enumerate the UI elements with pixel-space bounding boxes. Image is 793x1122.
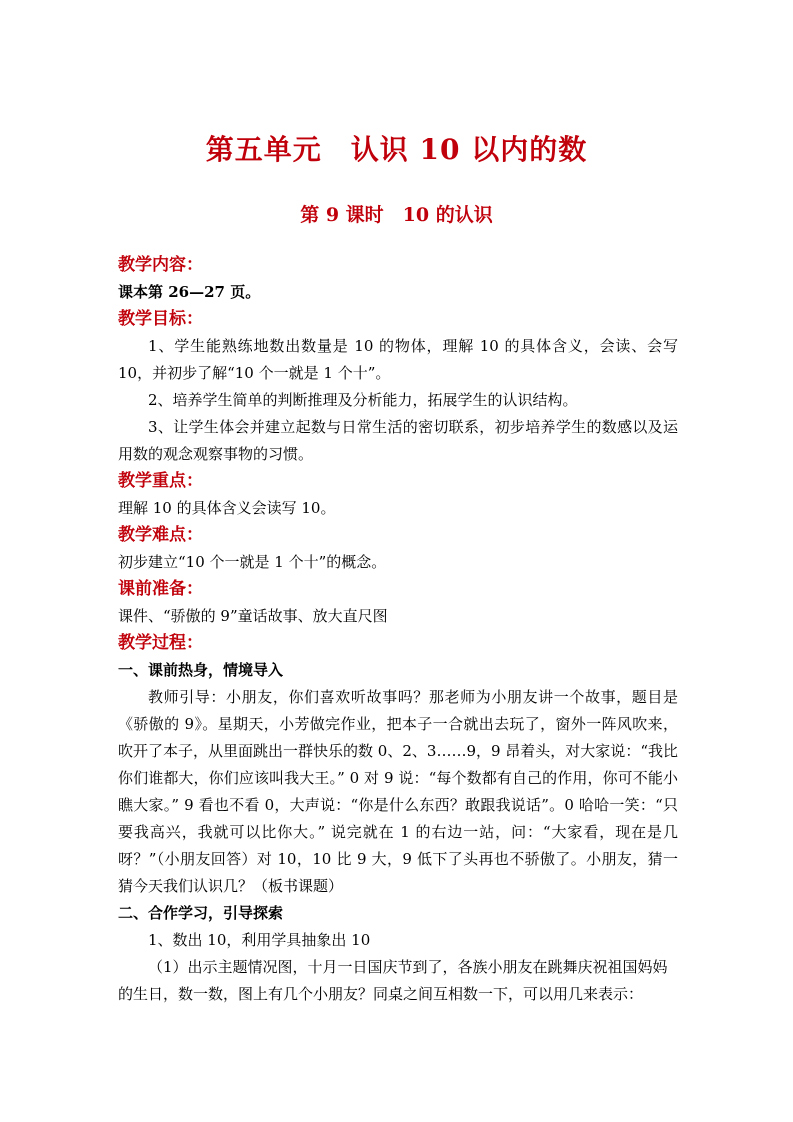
content-heading: 教学内容：: [118, 255, 203, 275]
difficulty-heading: 教学难点：: [118, 525, 203, 545]
lesson-body: [118, 252, 678, 1008]
key-point-heading: 教学重点：: [118, 471, 203, 491]
content-text: 课本第 26—27 页。: [118, 283, 261, 301]
part1-text: 教师引导：小朋友，你们喜欢听故事吗？那老师为小朋友讲一个故事，题目是《骄傲的 9》。星期天，小芳做完作业，把本子一合就出去玩了，窗外一阵风吹来，吹开了本子，从里面跳出一群快乐的数 0、2、3……9，9 昂着头，对大家说：“我比你们谁都大，你们应该叫我大王。” 0 对 9 说：“每个数都有自己的作用，你可不能小瞧大家。” 9 看也不看 0，大声说：“你是什么东西？敢跟我说话”。0 哈哈一笑：“只要我高兴，我就可以比你大。” 说完就在 1 的右边一站，问：“大家看，现在是几呀？”（小朋友回答）对 10，10 比 9 大，9 低下了头再也不骄傲了。小朋友，猜一猜今天我们认识几？（板书课题）: [118, 688, 678, 895]
preparation-text: 课件、“骄傲的 9”童话故事、放大直尺图: [118, 607, 388, 625]
part1-heading: 一、课前热身，情境导入: [118, 661, 284, 679]
goal-item: 1、学生能熟练地数出数量是 10 的物体，理解 10 的具体含义，会读、会写 10，并初步了解“10 个一就是 1 个十”。: [118, 337, 678, 382]
part2-subitem: （1）出示主题情况图，十月一日国庆节到了，各族小朋友在跳舞庆祝祖国妈妈的生日，数一数，图上有几个小朋友？同桌之间互相数一下，可以用几来表示：: [118, 958, 668, 1003]
difficulty-text: 初步建立“10 个一就是 1 个十”的概念。: [118, 553, 387, 571]
part2-item: 1、数出 10，利用学具抽象出 10: [148, 931, 371, 949]
lesson-subtitle: 第 9 课时 10 的认识: [300, 204, 493, 226]
goal-item: 3、让学生体会并建立起数与日常生活的密切联系，初步培养学生的数感以及运用数的观念观察事物的习惯。: [118, 418, 678, 463]
preparation-heading: 课前准备：: [118, 579, 203, 599]
goal-item: 2、培养学生简单的判断推理及分析能力，拓展学生的认识结构。: [148, 391, 578, 409]
key-point-text: 理解 10 的具体含义会读写 10。: [118, 499, 336, 517]
page-title: 第五单元 认识 10 以内的数: [205, 133, 588, 166]
part2-heading: 二、合作学习，引导探索: [118, 904, 284, 922]
goals-heading: 教学目标：: [118, 309, 203, 329]
process-heading: 教学过程：: [118, 633, 203, 653]
